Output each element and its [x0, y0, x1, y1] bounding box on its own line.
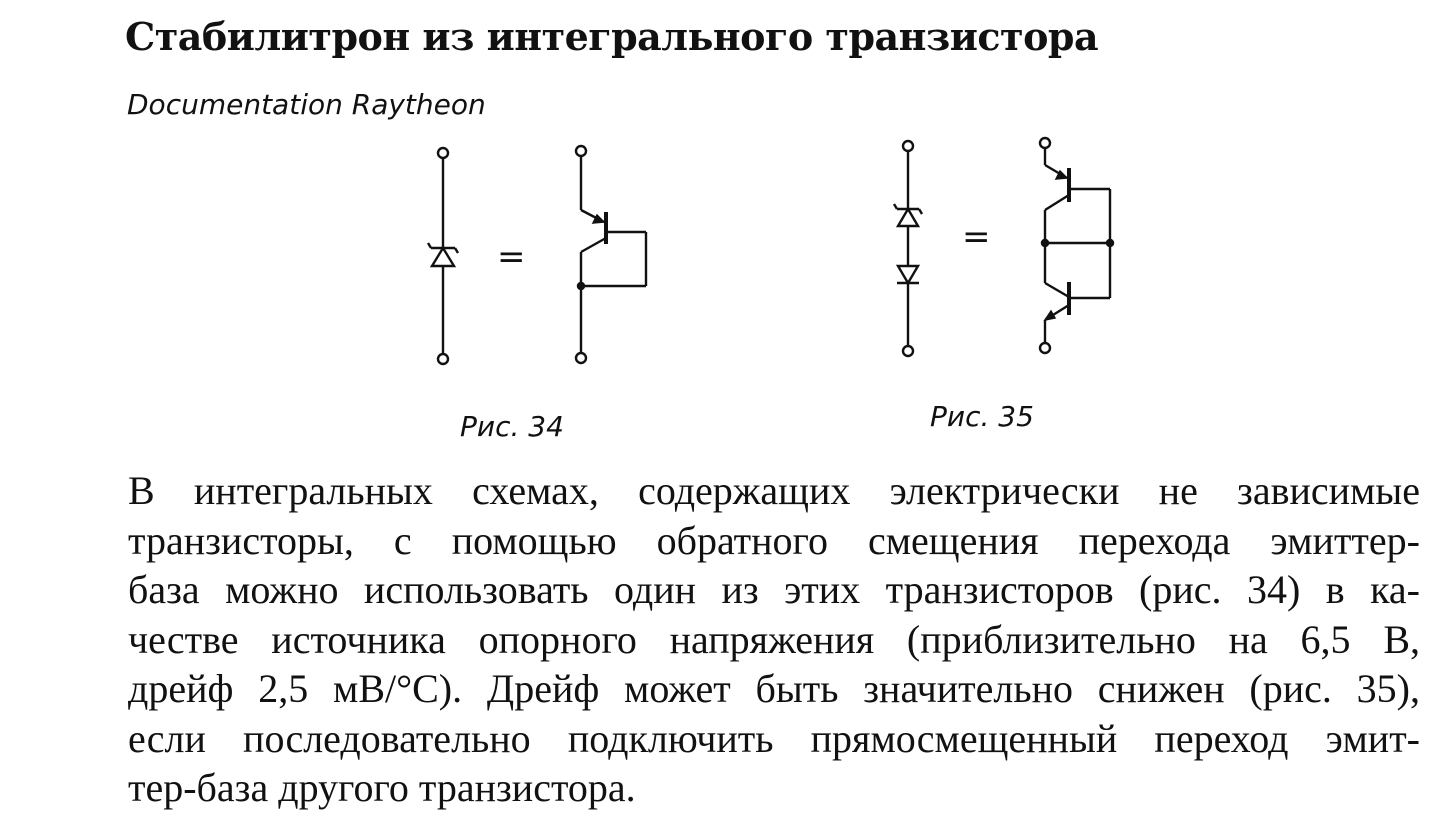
figure-35: [894, 138, 1114, 433]
zener-diode-symbol: [428, 148, 458, 364]
page-title: Стабилитрон из интегрального транзистора: [125, 14, 1099, 59]
dual-transistor-symbol: [1040, 138, 1114, 353]
description-paragraph: [128, 466, 1420, 813]
paragraph-line: В интегральных схемах, содержащих электрически не зависимые: [128, 468, 1420, 513]
figure-35-caption: Рис. 35: [930, 400, 1034, 433]
equals-sign: =: [962, 217, 991, 257]
transistor-symbol: [576, 146, 646, 363]
paragraph-line: честве источника опорного напряжения (приблизительно на 6,5 В,: [128, 616, 1420, 662]
paragraph-line: база можно использовать один из этих транзисторов (рис. 34) в ка-: [128, 567, 1420, 612]
figure-34: [428, 146, 646, 443]
zener-and-diode-symbol: [894, 141, 922, 356]
source-credit: Documentation Raytheon: [127, 88, 486, 121]
paragraph-line: если последовательно подключить прямосмещенный переход эмит-: [128, 715, 1420, 761]
paragraph-line: тер-база другого транзистора.: [128, 765, 636, 810]
paragraph-line: дрейф 2,5 мВ/°С). Дрейф может быть значительно снижен (рис. 35),: [128, 666, 1420, 711]
paragraph-line: транзисторы, с помощью обратного смещения перехода эмиттер-: [128, 517, 1420, 563]
figure-34-caption: Рис. 34: [460, 410, 564, 443]
equals-sign: =: [497, 237, 526, 277]
